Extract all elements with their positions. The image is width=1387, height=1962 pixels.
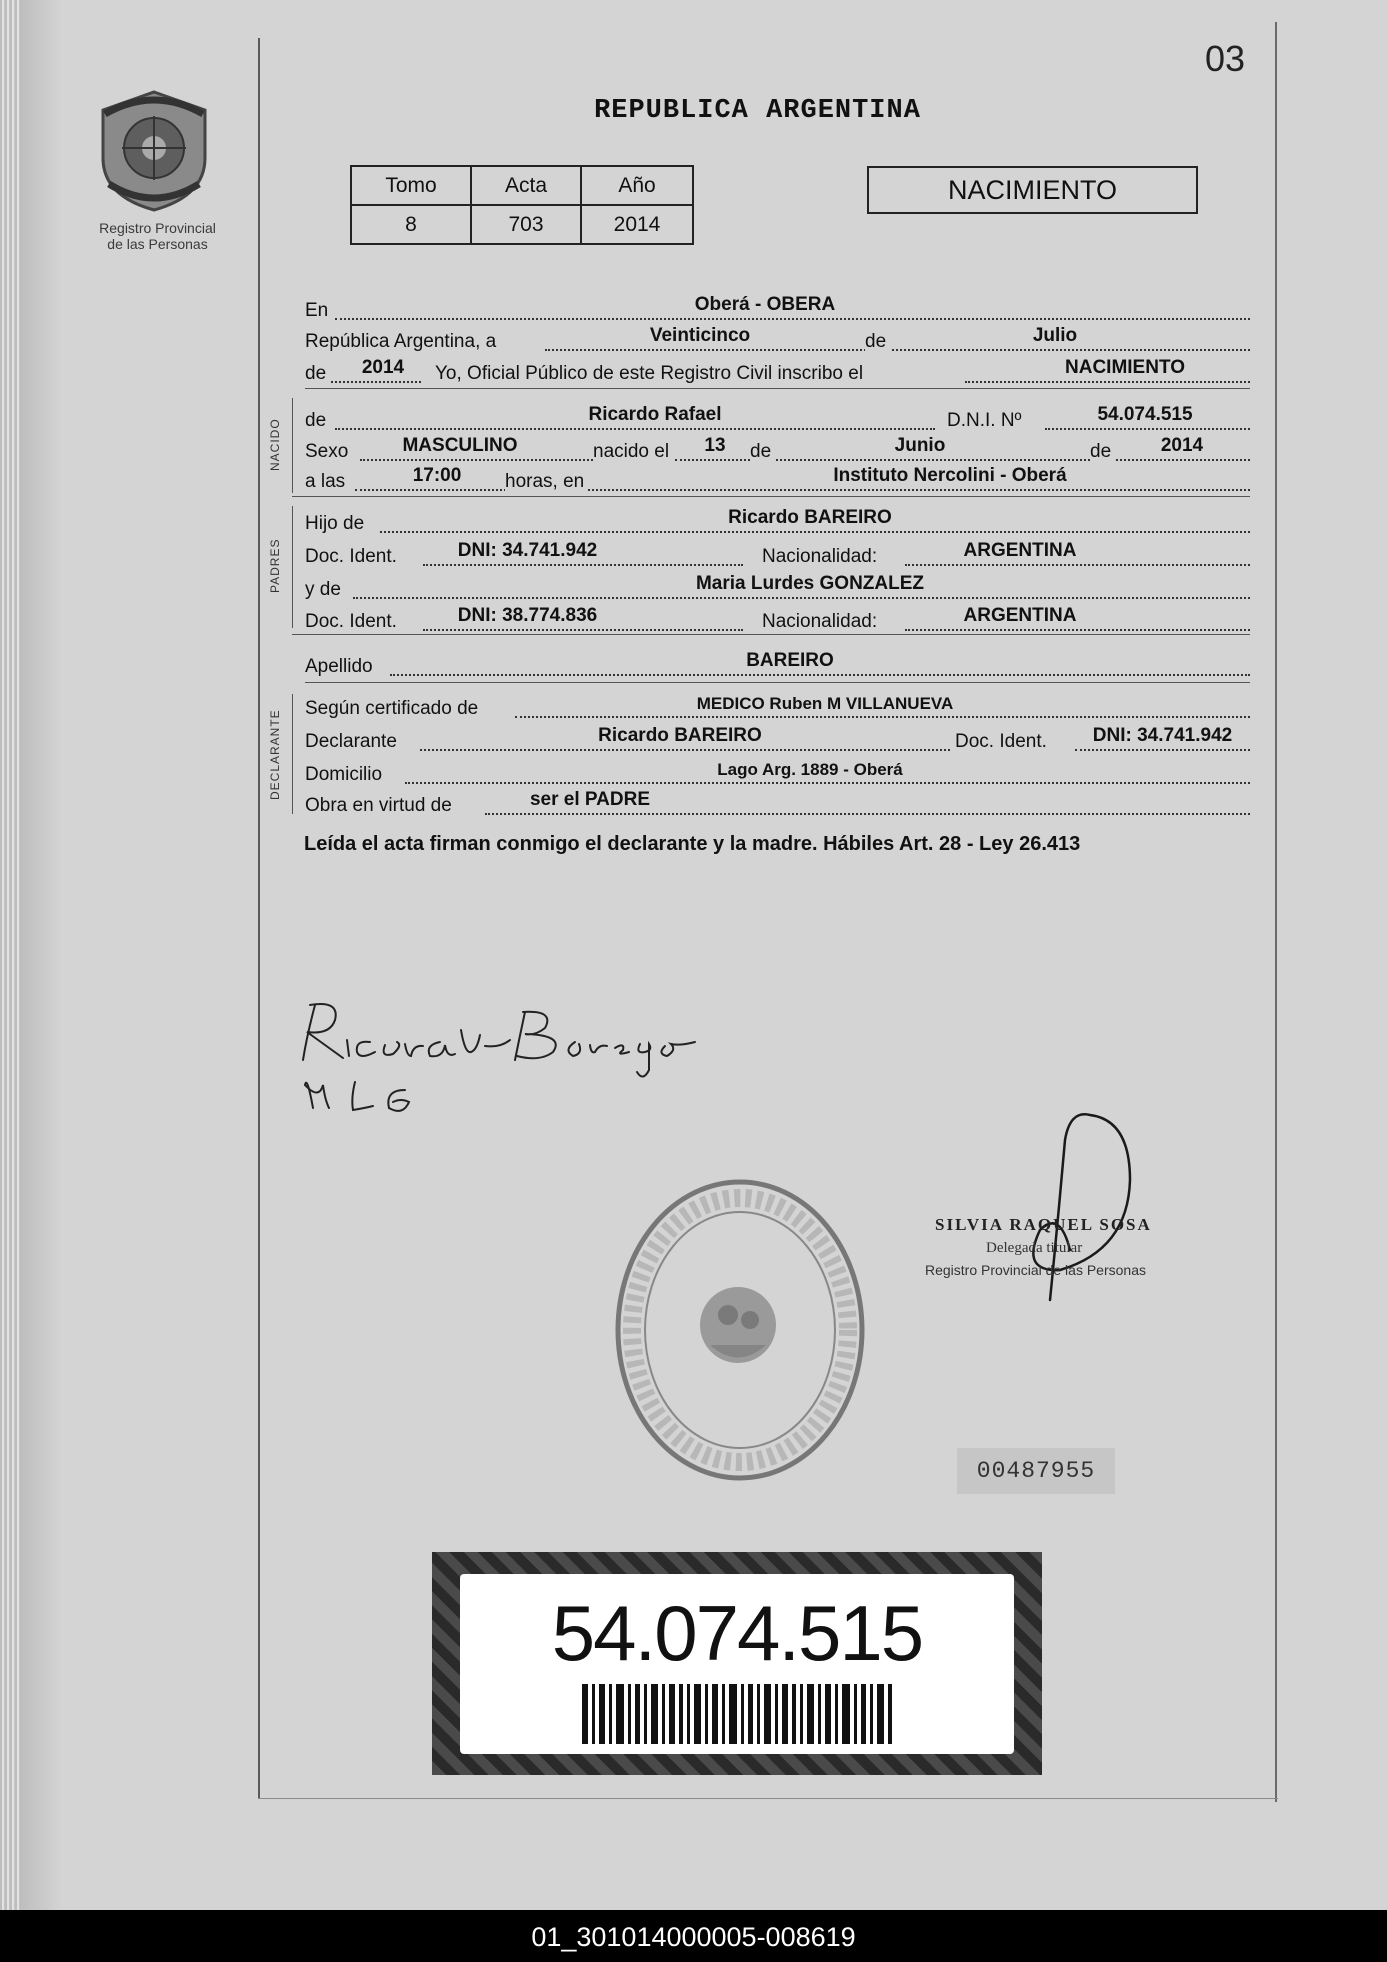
mother-nationality-label: Nacionalidad: xyxy=(762,611,881,633)
act-kind-value: NACIMIENTO xyxy=(1065,357,1185,378)
row-obra xyxy=(305,787,1250,819)
security-label xyxy=(432,1552,1042,1775)
statement-text: Yo, Oficial Público de este Registro Civil inscribo el xyxy=(435,363,867,385)
dotted-line xyxy=(1075,749,1250,751)
dotted-line xyxy=(331,381,421,383)
dotted-line xyxy=(335,428,935,430)
acta-value: 703 xyxy=(471,205,581,244)
page-stack-edge xyxy=(0,0,22,1910)
mother-doc: DNI: 38.774.836 xyxy=(457,605,598,626)
dotted-line xyxy=(335,318,1250,320)
declarante-name: Ricardo BAREIRO xyxy=(598,725,762,746)
month-value: Julio xyxy=(1032,325,1078,346)
horas-label: horas, en xyxy=(505,471,588,493)
row-sexo xyxy=(305,433,1250,465)
separator-line xyxy=(305,682,1250,683)
dotted-line xyxy=(515,716,1250,718)
de-year-label: de xyxy=(305,363,330,385)
anio-header: Año xyxy=(581,166,693,205)
father-nationality: ARGENTINA xyxy=(963,540,1077,561)
file-id-footer: 01_301014000005-008619 xyxy=(531,1922,856,1952)
dotted-line xyxy=(485,813,1250,815)
registry-caption-line2: de las Personas xyxy=(107,236,208,252)
declarante-label: Declarante xyxy=(305,731,401,753)
section-bar xyxy=(292,694,293,814)
row-mother xyxy=(305,571,1250,603)
signatory-role: Delegada titular xyxy=(986,1240,1083,1256)
page-number: 03 xyxy=(1205,38,1246,79)
label-number: 54.074.515 xyxy=(551,1589,923,1677)
mother-doc-label: Doc. Ident. xyxy=(305,611,401,633)
birth-time: 17:00 xyxy=(412,465,462,486)
birth-month: Junio xyxy=(894,435,946,456)
sexo-value: MASCULINO xyxy=(402,435,518,456)
official-signature xyxy=(900,1100,1200,1320)
separator-line xyxy=(305,388,1250,389)
nacido-el-label: nacido el xyxy=(593,441,673,463)
section-bar xyxy=(292,506,293,628)
dotted-line xyxy=(545,349,1250,351)
declarante-doc-label: Doc. Ident. xyxy=(955,731,1051,753)
de-label: de xyxy=(865,331,890,353)
tomo-header: Tomo xyxy=(351,166,471,205)
section-bar xyxy=(292,398,293,493)
dotted-line xyxy=(390,674,1250,676)
de-month-label: de xyxy=(750,441,775,463)
acta-header: Acta xyxy=(471,166,581,205)
page-shadow xyxy=(22,0,62,1910)
en-label: En xyxy=(305,300,332,322)
dni-label: D.N.I. Nº xyxy=(947,410,1026,432)
dotted-line xyxy=(405,782,1250,784)
father-doc: DNI: 34.741.942 xyxy=(457,540,598,561)
father-doc-label: Doc. Ident. xyxy=(305,546,401,568)
dotted-line xyxy=(905,564,1250,566)
de-year-label2: de xyxy=(1090,441,1115,463)
dotted-line xyxy=(905,629,1250,631)
serial-number: 00487955 xyxy=(957,1448,1115,1494)
row-hora xyxy=(305,463,1250,495)
row-name xyxy=(305,402,1250,434)
certificado-label: Según certificado de xyxy=(305,698,482,720)
mother-nationality: ARGENTINA xyxy=(963,605,1077,626)
row-father-doc xyxy=(305,538,1250,570)
anio-value: 2014 xyxy=(581,205,693,244)
certificado-value: MEDICO Ruben M VILLANUEVA xyxy=(696,694,954,713)
label-inner xyxy=(460,1574,1014,1754)
dotted-line xyxy=(380,531,1250,533)
father-name: Ricardo BAREIRO xyxy=(728,507,892,528)
hijo-de-label: Hijo de xyxy=(305,513,368,535)
day-text: Veinticinco xyxy=(649,325,751,346)
record-type-box: NACIMIENTO xyxy=(867,166,1198,214)
row-declarante xyxy=(305,723,1250,755)
row-statement xyxy=(305,355,1250,387)
nacido-section-label: NACIDO xyxy=(268,418,282,472)
bottom-margin-line xyxy=(258,1798,1278,1799)
dotted-line xyxy=(420,749,950,751)
province-emblem-icon xyxy=(95,88,213,214)
dotted-line xyxy=(353,597,1250,599)
apellido-label: Apellido xyxy=(305,656,377,678)
republica-label: República Argentina, a xyxy=(305,331,500,353)
apellido-value: BAREIRO xyxy=(746,650,834,671)
mother-name: Maria Lurdes GONZALEZ xyxy=(695,573,925,594)
closing-statement: Leída el acta firman conmigo el declarante y la madre. Hábiles Art. 28 - Ley 26.413 xyxy=(304,833,1081,855)
a-las-label: a las xyxy=(305,471,349,493)
row-en xyxy=(305,292,1250,324)
dotted-line xyxy=(965,381,1250,383)
signatory-office: Registro Provincial de las Personas xyxy=(925,1262,1146,1278)
birth-place: Instituto Nercolini - Oberá xyxy=(833,465,1067,486)
child-dni: 54.074.515 xyxy=(1097,404,1193,425)
tomo-value: 8 xyxy=(351,205,471,244)
father-nationality-label: Nacionalidad: xyxy=(762,546,881,568)
obra-value: ser el PADRE xyxy=(529,789,651,810)
official-seal-stamp-icon xyxy=(610,1175,870,1485)
act-reference-table xyxy=(350,165,694,245)
row-apellido xyxy=(305,648,1250,680)
birth-year: 2014 xyxy=(1160,435,1204,456)
dotted-line xyxy=(360,459,600,461)
child-name: Ricardo Rafael xyxy=(588,404,722,425)
declarant-handwritten-signature xyxy=(285,990,735,1130)
signatory-name: SILVIA RAQUEL SOSA xyxy=(935,1215,1152,1234)
dotted-line xyxy=(423,629,743,631)
domicilio-label: Domicilio xyxy=(305,764,386,786)
sexo-label: Sexo xyxy=(305,441,352,463)
domicilio-value: Lago Arg. 1889 - Oberá xyxy=(717,760,903,779)
year-value: 2014 xyxy=(361,357,405,378)
row-mother-doc xyxy=(305,603,1250,635)
obra-label: Obra en virtud de xyxy=(305,795,456,817)
separator-line xyxy=(292,496,1250,497)
registry-caption xyxy=(70,220,245,252)
left-margin-line xyxy=(258,38,260,1798)
barcode-icon xyxy=(582,1684,892,1744)
row-republica xyxy=(305,323,1250,355)
right-margin-line xyxy=(1275,22,1277,1802)
place-value: Oberá - OBERA xyxy=(694,294,836,315)
de-name-label: de xyxy=(305,410,330,432)
row-certificado xyxy=(305,690,1250,722)
declarante-doc: DNI: 34.741.942 xyxy=(1092,725,1233,746)
dotted-line xyxy=(423,564,743,566)
row-domicilio xyxy=(305,756,1250,788)
dotted-line xyxy=(355,489,1250,491)
separator-line xyxy=(292,634,1250,635)
page-title: REPUBLICA ARGENTINA xyxy=(594,96,921,126)
dotted-line xyxy=(1045,428,1250,430)
declarante-section-label: DECLARANTE xyxy=(268,709,282,801)
registry-caption-line1: Registro Provincial xyxy=(99,220,216,236)
row-father xyxy=(305,505,1250,537)
birth-day: 13 xyxy=(704,435,726,456)
y-de-label: y de xyxy=(305,579,345,601)
padres-section-label: PADRES xyxy=(268,538,282,594)
